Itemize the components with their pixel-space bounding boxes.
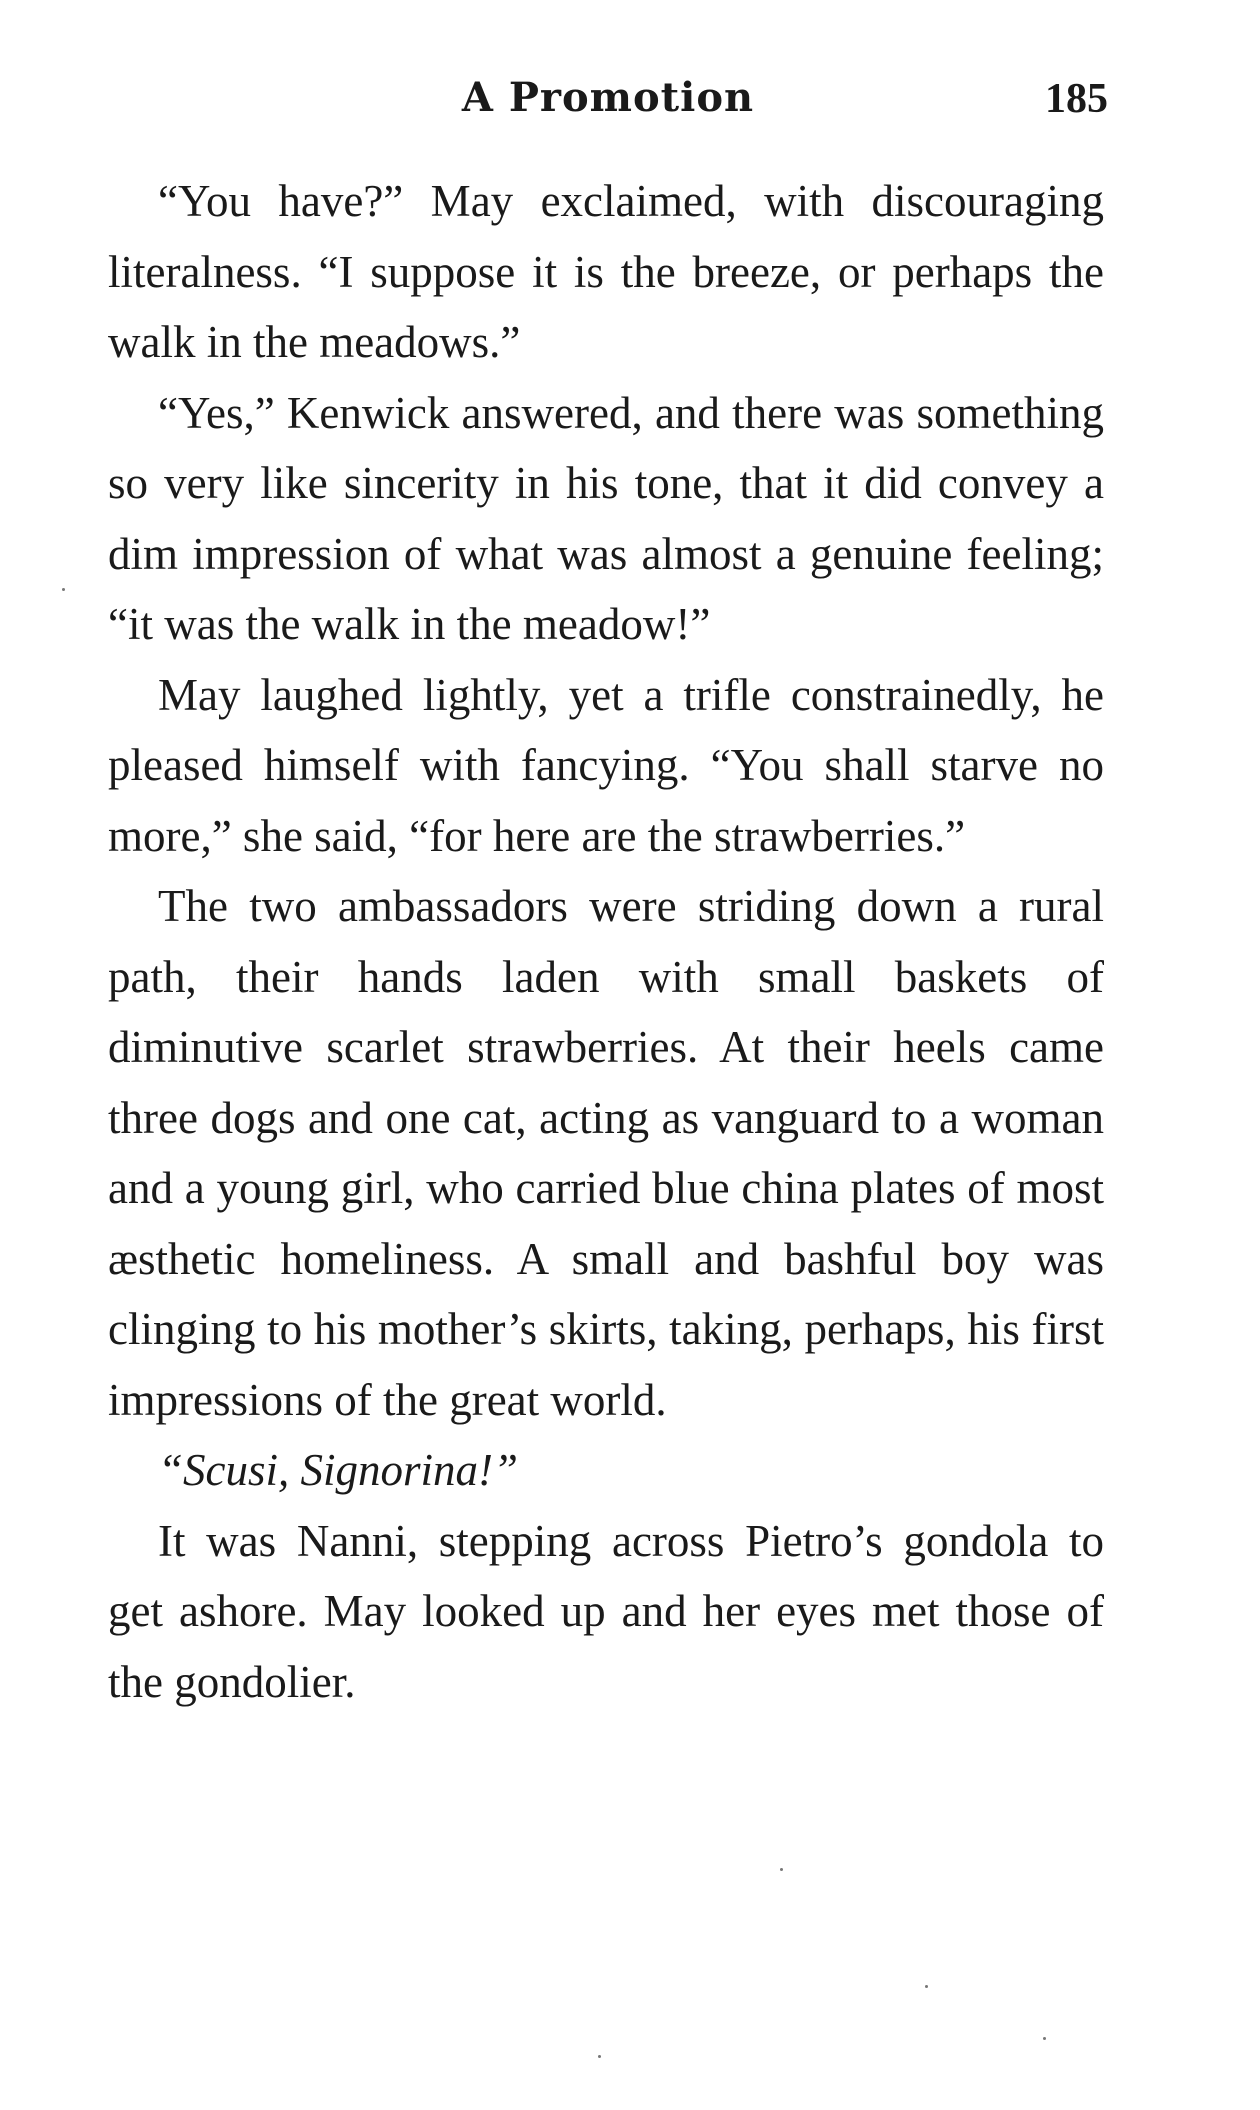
paragraph: The two ambassadors were striding down a rural path, their hands laden with small baskets of diminutive scarlet strawberries. At their heels came three dogs and one cat, acting as vanguard to a woman and a young girl, who carried blue china plates of most æsthetic homeliness. A small and bashful boy was clinging to his mother’s skirts, taking, perhaps, his first impressions of the great world. bbox=[108, 881, 1104, 1425]
running-head bbox=[108, 68, 1108, 128]
paper-speck bbox=[1043, 2037, 1046, 2040]
paper-speck bbox=[780, 1868, 783, 1871]
paragraph: It was Nanni, stepping across Pietro’s gondola to get ashore. May looked up and her eyes met those of the gondolier. bbox=[108, 1515, 1104, 1707]
paragraph: “You have?” May exclaimed, with discouraging literalness. “I suppose it is the breeze, or perhaps the walk in the meadows.” bbox=[108, 176, 1104, 367]
running-title: A Promotion bbox=[461, 74, 755, 121]
paper-speck bbox=[925, 1985, 928, 1988]
paragraph: “Yes,” Kenwick answered, and there was something so very like sincerity in his tone, that it did convey a dim impression of what was almost a genuine feeling; “it was the walk in the meadow!” bbox=[108, 387, 1104, 649]
paragraph: May laughed lightly, yet a trifle constrainedly, he pleased himself with fancying. “You shall starve no more,” she said, “for here are the strawberries.” bbox=[108, 669, 1104, 861]
page-number: 185 bbox=[1045, 76, 1108, 122]
paragraph-italic: “Scusi, Signorina!” bbox=[158, 1445, 519, 1495]
paper-speck bbox=[62, 588, 65, 591]
body-text bbox=[108, 166, 1104, 1717]
paper-speck bbox=[598, 2055, 601, 2058]
